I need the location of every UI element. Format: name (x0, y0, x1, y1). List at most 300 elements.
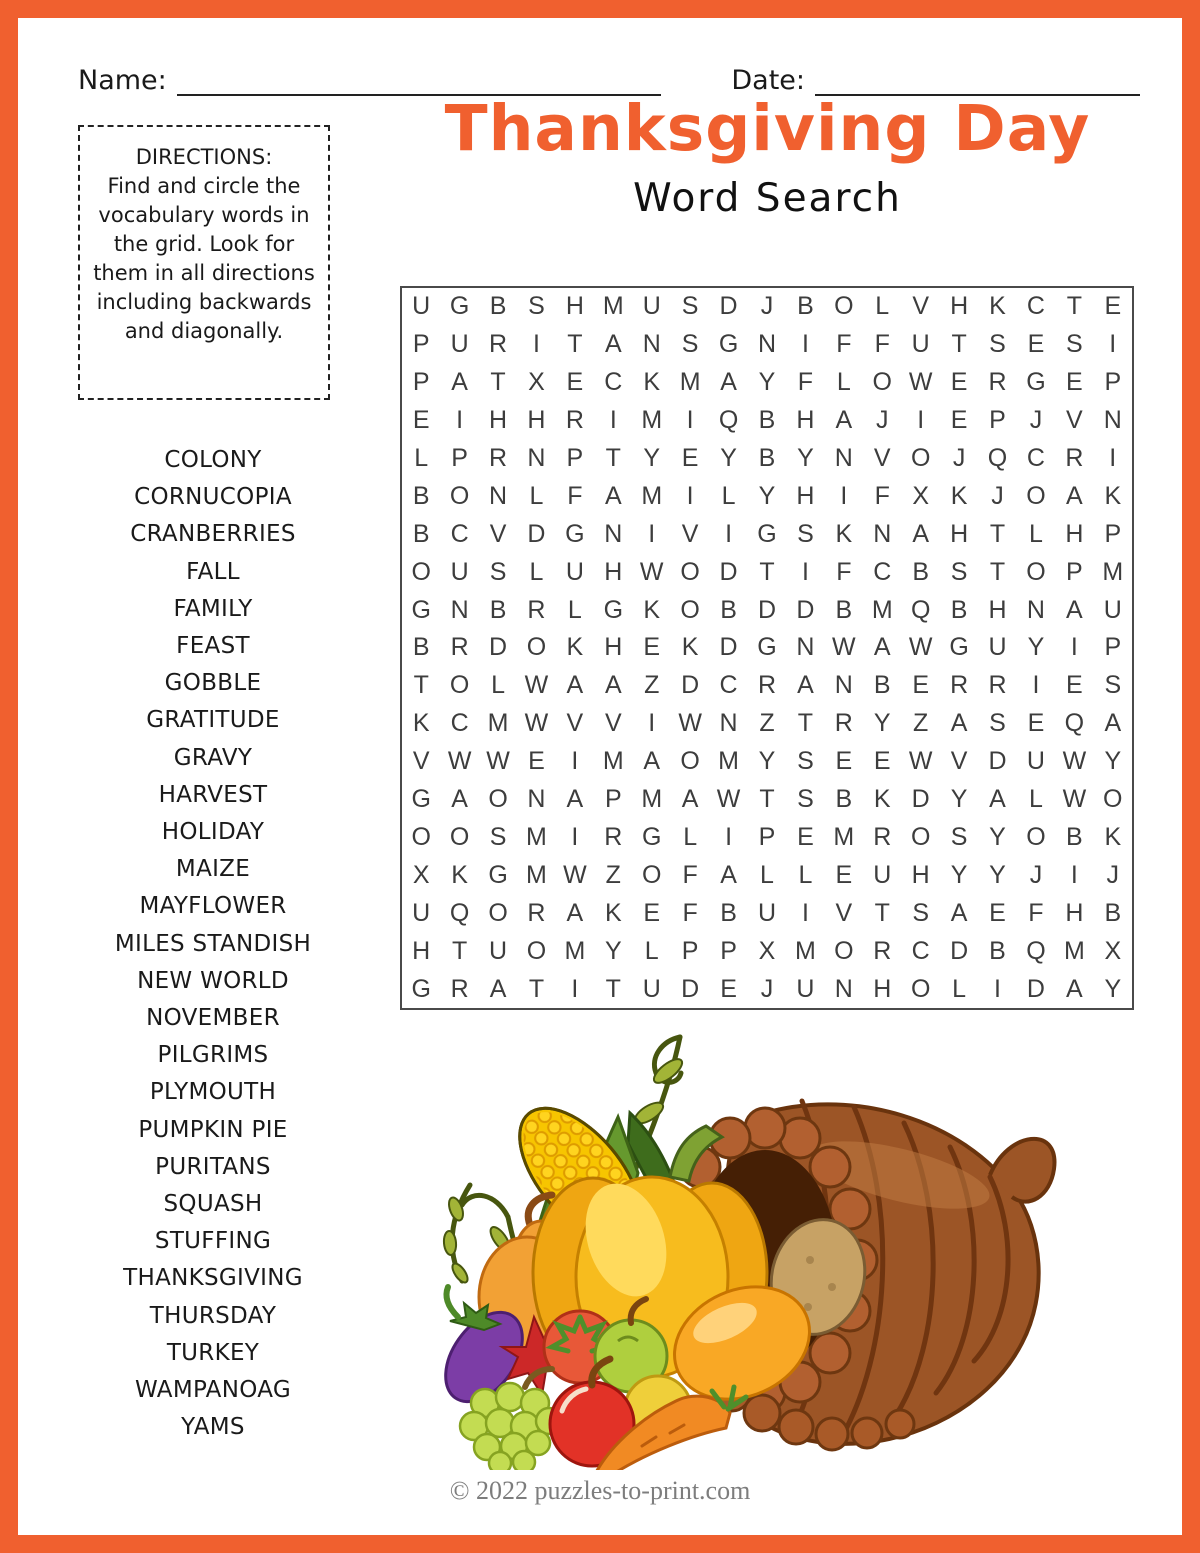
grid-cell-5-8[interactable]: E (681, 444, 699, 473)
grid-cell-6-9[interactable]: L (721, 481, 736, 510)
grid-cell-15-4[interactable]: M (526, 822, 547, 851)
grid-cell-11-2[interactable]: O (449, 671, 470, 700)
grid-cell-7-13[interactable]: N (873, 519, 892, 548)
grid-cell-1-14[interactable]: V (912, 292, 930, 321)
grid-cell-9-13[interactable]: M (871, 595, 893, 624)
grid-cell-14-9[interactable]: W (716, 785, 741, 814)
grid-cell-8-17[interactable]: O (1026, 557, 1046, 586)
grid-cell-17-5[interactable]: A (566, 898, 584, 927)
grid-cell-3-17[interactable]: G (1026, 368, 1046, 397)
grid-cell-7-16[interactable]: T (989, 519, 1006, 548)
grid-cell-10-17[interactable]: Y (1027, 633, 1045, 662)
grid-cell-16-7[interactable]: O (642, 860, 662, 889)
grid-cell-9-4[interactable]: R (527, 595, 546, 624)
grid-cell-12-16[interactable]: S (989, 709, 1006, 738)
grid-cell-2-12[interactable]: F (836, 330, 852, 359)
grid-cell-2-9[interactable]: G (718, 330, 739, 359)
grid-cell-16-6[interactable]: Z (605, 860, 621, 889)
grid-cell-6-6[interactable]: A (604, 481, 622, 510)
grid-cell-10-14[interactable]: W (908, 633, 933, 662)
grid-cell-8-1[interactable]: O (411, 557, 431, 586)
grid-cell-3-8[interactable]: M (679, 368, 701, 397)
grid-cell-4-13[interactable]: J (876, 406, 889, 435)
grid-cell-6-5[interactable]: F (567, 481, 583, 510)
grid-cell-5-4[interactable]: N (527, 444, 546, 473)
grid-cell-5-7[interactable]: Y (643, 444, 661, 473)
grid-cell-13-18[interactable]: W (1062, 747, 1087, 776)
grid-cell-1-9[interactable]: D (719, 292, 738, 321)
grid-cell-10-4[interactable]: O (526, 633, 547, 662)
grid-cell-1-17[interactable]: C (1026, 292, 1045, 321)
grid-cell-2-6[interactable]: A (604, 330, 622, 359)
grid-cell-10-8[interactable]: K (681, 633, 699, 662)
grid-cell-5-17[interactable]: C (1026, 444, 1045, 473)
grid-cell-10-19[interactable]: P (1104, 633, 1122, 662)
grid-cell-18-2[interactable]: T (451, 936, 468, 965)
grid-cell-6-11[interactable]: H (796, 481, 815, 510)
grid-cell-1-10[interactable]: J (760, 292, 774, 321)
grid-cell-18-17[interactable]: Q (1026, 936, 1046, 965)
grid-cell-13-6[interactable]: M (602, 747, 624, 776)
grid-cell-10-12[interactable]: W (832, 633, 856, 662)
grid-cell-17-8[interactable]: F (682, 898, 698, 927)
grid-cell-13-11[interactable]: S (797, 747, 814, 776)
grid-cell-6-12[interactable]: I (840, 481, 848, 510)
grid-cell-13-5[interactable]: I (571, 747, 579, 776)
grid-cell-13-2[interactable]: W (447, 747, 472, 776)
grid-cell-17-18[interactable]: H (1065, 898, 1084, 927)
grid-cell-7-10[interactable]: G (757, 519, 777, 548)
grid-cell-7-2[interactable]: C (450, 519, 469, 548)
grid-cell-12-19[interactable]: A (1104, 709, 1122, 738)
grid-cell-6-17[interactable]: O (1026, 481, 1046, 510)
grid-cell-4-10[interactable]: B (758, 406, 776, 435)
grid-cell-12-4[interactable]: W (524, 709, 549, 738)
grid-cell-6-10[interactable]: Y (758, 481, 776, 510)
grid-cell-13-13[interactable]: E (873, 747, 891, 776)
grid-cell-16-1[interactable]: X (412, 860, 430, 889)
grid-cell-7-14[interactable]: A (912, 519, 930, 548)
grid-cell-10-16[interactable]: U (988, 633, 1007, 662)
grid-cell-17-13[interactable]: T (874, 898, 890, 927)
grid-cell-15-14[interactable]: O (910, 822, 931, 851)
grid-cell-8-7[interactable]: W (639, 557, 664, 586)
grid-cell-9-1[interactable]: G (411, 595, 431, 624)
grid-cell-15-7[interactable]: G (642, 822, 662, 851)
grid-cell-9-18[interactable]: A (1066, 595, 1083, 624)
grid-cell-18-5[interactable]: M (564, 936, 586, 965)
grid-cell-3-18[interactable]: E (1066, 368, 1083, 397)
grid-cell-2-13[interactable]: F (874, 330, 890, 359)
grid-cell-11-19[interactable]: S (1104, 671, 1122, 700)
grid-cell-5-11[interactable]: Y (797, 444, 814, 473)
grid-cell-2-2[interactable]: U (450, 330, 469, 359)
grid-cell-13-19[interactable]: Y (1104, 747, 1122, 776)
grid-cell-4-19[interactable]: N (1103, 406, 1122, 435)
grid-cell-19-4[interactable]: T (528, 974, 545, 1003)
grid-cell-10-7[interactable]: E (643, 633, 661, 662)
grid-cell-16-11[interactable]: L (798, 860, 813, 889)
grid-cell-12-6[interactable]: V (604, 709, 622, 738)
grid-cell-16-4[interactable]: M (526, 860, 547, 889)
grid-cell-17-2[interactable]: Q (449, 898, 470, 927)
grid-cell-9-12[interactable]: B (835, 595, 853, 624)
grid-cell-14-17[interactable]: L (1028, 785, 1043, 814)
grid-cell-4-16[interactable]: P (989, 406, 1006, 435)
grid-cell-3-6[interactable]: C (604, 368, 623, 397)
grid-cell-1-3[interactable]: B (489, 292, 507, 321)
grid-cell-15-13[interactable]: R (873, 822, 892, 851)
grid-cell-19-9[interactable]: E (720, 974, 737, 1003)
grid-cell-9-17[interactable]: N (1026, 595, 1045, 624)
grid-cell-2-14[interactable]: U (911, 330, 930, 359)
grid-cell-18-11[interactable]: M (795, 936, 816, 965)
grid-cell-15-15[interactable]: S (950, 822, 968, 851)
grid-cell-19-11[interactable]: U (796, 974, 815, 1003)
grid-cell-9-14[interactable]: Q (910, 595, 931, 624)
grid-cell-3-19[interactable]: P (1104, 368, 1122, 397)
grid-cell-1-18[interactable]: T (1066, 292, 1082, 321)
grid-cell-10-11[interactable]: N (796, 633, 815, 662)
grid-cell-7-18[interactable]: H (1065, 519, 1084, 548)
grid-cell-10-10[interactable]: G (757, 633, 777, 662)
grid-cell-14-16[interactable]: A (989, 785, 1006, 814)
grid-cell-15-17[interactable]: O (1026, 822, 1046, 851)
grid-cell-14-18[interactable]: W (1062, 785, 1087, 814)
grid-cell-19-15[interactable]: L (952, 974, 967, 1003)
grid-cell-10-1[interactable]: B (412, 633, 430, 662)
grid-cell-19-1[interactable]: G (411, 974, 431, 1003)
grid-cell-3-7[interactable]: K (643, 368, 661, 397)
grid-cell-11-10[interactable]: R (757, 671, 777, 700)
grid-cell-3-12[interactable]: L (836, 368, 851, 397)
grid-cell-17-10[interactable]: U (757, 898, 777, 927)
grid-cell-8-14[interactable]: B (912, 557, 930, 586)
grid-cell-12-17[interactable]: E (1027, 709, 1045, 738)
grid-cell-3-14[interactable]: W (908, 368, 933, 397)
grid-cell-3-13[interactable]: O (872, 368, 892, 397)
grid-cell-18-4[interactable]: O (526, 936, 547, 965)
grid-cell-2-5[interactable]: T (567, 330, 583, 359)
grid-cell-14-12[interactable]: B (835, 785, 853, 814)
grid-cell-9-6[interactable]: G (603, 595, 624, 624)
grid-cell-16-14[interactable]: H (911, 860, 930, 889)
grid-cell-12-5[interactable]: V (566, 709, 584, 738)
grid-cell-19-18[interactable]: A (1066, 974, 1083, 1003)
grid-cell-4-8[interactable]: I (686, 406, 694, 435)
grid-cell-14-15[interactable]: Y (950, 785, 968, 814)
grid-cell-6-2[interactable]: O (449, 481, 470, 510)
grid-cell-9-10[interactable]: D (757, 595, 777, 624)
grid-cell-7-8[interactable]: V (681, 519, 699, 548)
grid-cell-1-13[interactable]: L (875, 292, 890, 321)
grid-cell-18-6[interactable]: Y (604, 936, 622, 965)
grid-cell-17-17[interactable]: F (1028, 898, 1044, 927)
grid-cell-12-10[interactable]: Z (759, 709, 775, 738)
grid-cell-19-19[interactable]: Y (1104, 974, 1122, 1003)
grid-cell-11-12[interactable]: N (834, 671, 853, 700)
grid-cell-19-12[interactable]: N (834, 974, 853, 1003)
grid-cell-10-3[interactable]: D (489, 633, 508, 662)
grid-cell-17-1[interactable]: U (412, 898, 431, 927)
grid-cell-15-1[interactable]: O (411, 822, 431, 851)
grid-cell-4-4[interactable]: H (527, 406, 546, 435)
grid-cell-14-14[interactable]: D (911, 785, 930, 814)
grid-cell-9-8[interactable]: O (680, 595, 700, 624)
grid-cell-2-17[interactable]: E (1027, 330, 1045, 359)
grid-cell-17-6[interactable]: K (604, 898, 622, 927)
grid-cell-5-1[interactable]: L (414, 444, 429, 473)
grid-cell-4-11[interactable]: H (796, 406, 815, 435)
grid-cell-5-2[interactable]: P (451, 444, 468, 473)
grid-cell-16-13[interactable]: U (873, 860, 892, 889)
grid-cell-16-9[interactable]: A (720, 860, 737, 889)
grid-cell-14-19[interactable]: O (1103, 785, 1123, 814)
grid-cell-9-9[interactable]: B (720, 595, 737, 624)
grid-cell-3-4[interactable]: X (528, 368, 545, 397)
grid-cell-16-17[interactable]: J (1029, 860, 1043, 889)
grid-cell-14-7[interactable]: M (641, 785, 663, 814)
grid-cell-6-4[interactable]: L (529, 481, 544, 510)
grid-cell-15-5[interactable]: I (571, 822, 579, 851)
grid-cell-17-11[interactable]: I (801, 898, 809, 927)
grid-cell-1-16[interactable]: K (989, 292, 1006, 321)
grid-cell-14-6[interactable]: P (604, 785, 622, 814)
grid-cell-1-15[interactable]: H (950, 292, 969, 321)
grid-cell-14-5[interactable]: A (566, 785, 584, 814)
grid-cell-15-18[interactable]: B (1066, 822, 1083, 851)
grid-cell-1-1[interactable]: U (412, 292, 431, 321)
grid-cell-18-3[interactable]: U (489, 936, 508, 965)
grid-cell-7-17[interactable]: L (1028, 519, 1043, 548)
grid-cell-13-15[interactable]: V (950, 747, 968, 776)
name-input-line[interactable] (177, 62, 662, 96)
grid-cell-14-1[interactable]: G (411, 785, 431, 814)
grid-cell-18-8[interactable]: P (681, 936, 699, 965)
grid-cell-16-8[interactable]: F (682, 860, 698, 889)
grid-cell-19-17[interactable]: D (1026, 974, 1045, 1003)
grid-cell-9-11[interactable]: D (796, 595, 815, 624)
grid-cell-9-19[interactable]: U (1103, 595, 1122, 624)
grid-cell-6-14[interactable]: X (912, 481, 930, 510)
grid-cell-7-7[interactable]: I (648, 519, 656, 548)
grid-cell-10-13[interactable]: A (873, 633, 891, 662)
grid-cell-11-15[interactable]: R (950, 671, 969, 700)
grid-cell-11-16[interactable]: R (988, 671, 1007, 700)
grid-cell-9-16[interactable]: H (988, 595, 1007, 624)
grid-cell-12-15[interactable]: A (950, 709, 968, 738)
grid-cell-11-7[interactable]: Z (644, 671, 660, 700)
grid-cell-1-8[interactable]: S (681, 292, 699, 321)
grid-cell-6-13[interactable]: F (874, 481, 890, 510)
grid-cell-19-8[interactable]: D (681, 974, 700, 1003)
grid-cell-11-14[interactable]: E (912, 671, 930, 700)
grid-cell-14-10[interactable]: T (759, 785, 775, 814)
grid-cell-15-11[interactable]: E (797, 822, 814, 851)
grid-cell-18-7[interactable]: L (644, 936, 659, 965)
grid-cell-18-15[interactable]: D (950, 936, 969, 965)
grid-cell-18-13[interactable]: R (873, 936, 892, 965)
grid-cell-4-5[interactable]: R (565, 406, 584, 435)
grid-cell-9-5[interactable]: L (567, 595, 582, 624)
grid-cell-5-18[interactable]: R (1065, 444, 1084, 473)
grid-cell-4-17[interactable]: J (1029, 406, 1043, 435)
grid-cell-2-4[interactable]: I (532, 330, 540, 359)
grid-cell-12-1[interactable]: K (412, 709, 430, 738)
grid-cell-7-11[interactable]: S (797, 519, 814, 548)
grid-cell-8-15[interactable]: S (950, 557, 968, 586)
grid-cell-2-11[interactable]: I (801, 330, 809, 359)
grid-cell-3-5[interactable]: E (566, 368, 584, 397)
grid-cell-14-11[interactable]: S (797, 785, 814, 814)
grid-cell-5-14[interactable]: O (910, 444, 931, 473)
grid-cell-4-7[interactable]: M (641, 406, 663, 435)
grid-cell-11-5[interactable]: A (566, 671, 584, 700)
grid-cell-1-6[interactable]: M (602, 292, 624, 321)
grid-cell-11-11[interactable]: A (797, 671, 814, 700)
grid-cell-4-2[interactable]: I (456, 406, 464, 435)
grid-cell-15-3[interactable]: S (489, 822, 507, 851)
grid-cell-3-10[interactable]: Y (758, 368, 776, 397)
grid-cell-17-3[interactable]: O (488, 898, 508, 927)
grid-cell-19-10[interactable]: J (760, 974, 774, 1003)
grid-cell-10-5[interactable]: K (566, 633, 584, 662)
grid-cell-4-1[interactable]: E (412, 406, 430, 435)
grid-cell-13-14[interactable]: W (908, 747, 933, 776)
grid-cell-14-13[interactable]: K (873, 785, 891, 814)
grid-cell-2-7[interactable]: N (642, 330, 661, 359)
grid-cell-1-19[interactable]: E (1104, 292, 1122, 321)
grid-cell-18-14[interactable]: C (911, 936, 930, 965)
grid-cell-12-18[interactable]: Q (1064, 709, 1085, 738)
grid-cell-8-11[interactable]: I (801, 557, 809, 586)
grid-cell-18-16[interactable]: B (989, 936, 1006, 965)
grid-cell-6-15[interactable]: K (950, 481, 968, 510)
grid-cell-17-9[interactable]: B (720, 898, 737, 927)
grid-cell-1-5[interactable]: H (565, 292, 584, 321)
grid-cell-15-16[interactable]: Y (989, 822, 1006, 851)
grid-cell-5-9[interactable]: Y (720, 444, 737, 473)
grid-cell-17-12[interactable]: V (835, 898, 853, 927)
grid-cell-16-3[interactable]: G (488, 860, 508, 889)
grid-cell-3-11[interactable]: F (797, 368, 814, 397)
grid-cell-3-1[interactable]: P (412, 368, 430, 397)
grid-cell-2-1[interactable]: P (412, 330, 430, 359)
grid-cell-11-4[interactable]: W (524, 671, 549, 700)
grid-cell-8-3[interactable]: S (489, 557, 507, 586)
grid-cell-6-1[interactable]: B (412, 481, 430, 510)
grid-cell-5-3[interactable]: R (489, 444, 508, 473)
grid-cell-11-18[interactable]: E (1066, 671, 1083, 700)
grid-cell-16-15[interactable]: Y (950, 860, 968, 889)
grid-cell-8-6[interactable]: H (604, 557, 623, 586)
grid-cell-1-2[interactable]: G (449, 292, 470, 321)
grid-cell-1-11[interactable]: B (797, 292, 814, 321)
grid-cell-13-9[interactable]: M (718, 747, 739, 776)
grid-cell-2-19[interactable]: I (1109, 330, 1117, 359)
grid-cell-4-9[interactable]: Q (718, 406, 739, 435)
grid-cell-3-9[interactable]: A (720, 368, 737, 397)
grid-cell-18-10[interactable]: X (758, 936, 776, 965)
grid-cell-13-12[interactable]: E (835, 747, 853, 776)
grid-cell-5-10[interactable]: B (758, 444, 776, 473)
grid-cell-17-15[interactable]: A (950, 898, 968, 927)
grid-cell-16-10[interactable]: L (760, 860, 774, 889)
date-input-line[interactable] (815, 62, 1140, 96)
grid-cell-3-3[interactable]: T (490, 368, 506, 397)
grid-cell-12-8[interactable]: W (678, 709, 702, 738)
grid-cell-12-11[interactable]: T (797, 709, 814, 738)
grid-cell-10-6[interactable]: H (604, 633, 623, 662)
grid-cell-17-14[interactable]: S (912, 898, 930, 927)
grid-cell-13-1[interactable]: V (412, 747, 430, 776)
grid-cell-12-3[interactable]: M (487, 709, 509, 738)
grid-cell-12-9[interactable]: N (719, 709, 738, 738)
grid-cell-12-13[interactable]: Y (873, 709, 891, 738)
grid-cell-12-14[interactable]: Z (913, 709, 929, 738)
grid-cell-12-12[interactable]: R (834, 709, 853, 738)
grid-cell-6-3[interactable]: N (489, 481, 508, 510)
grid-cell-19-14[interactable]: O (910, 974, 931, 1003)
grid-cell-15-12[interactable]: M (833, 822, 855, 851)
grid-cell-7-3[interactable]: V (489, 519, 507, 548)
grid-cell-5-13[interactable]: V (873, 444, 891, 473)
grid-cell-14-4[interactable]: N (527, 785, 546, 814)
grid-cell-8-2[interactable]: U (450, 557, 469, 586)
grid-cell-2-10[interactable]: N (757, 330, 777, 359)
grid-cell-8-18[interactable]: P (1066, 557, 1083, 586)
grid-cell-4-6[interactable]: I (609, 406, 617, 435)
grid-cell-11-1[interactable]: T (413, 671, 429, 700)
grid-cell-19-16[interactable]: I (994, 974, 1001, 1003)
grid-cell-6-19[interactable]: K (1104, 481, 1122, 510)
grid-cell-6-8[interactable]: I (686, 481, 694, 510)
grid-cell-13-17[interactable]: U (1026, 747, 1045, 776)
grid-cell-2-15[interactable]: T (951, 330, 967, 359)
grid-cell-2-8[interactable]: S (681, 330, 699, 359)
grid-cell-7-6[interactable]: N (604, 519, 623, 548)
grid-cell-10-9[interactable]: D (719, 633, 738, 662)
grid-cell-8-10[interactable]: T (759, 557, 775, 586)
grid-cell-6-16[interactable]: J (991, 481, 1004, 510)
grid-cell-6-7[interactable]: M (641, 481, 663, 510)
grid-cell-9-3[interactable]: B (489, 595, 507, 624)
grid-cell-9-2[interactable]: N (450, 595, 469, 624)
grid-cell-9-15[interactable]: B (950, 595, 968, 624)
grid-cell-16-18[interactable]: I (1070, 860, 1078, 889)
grid-cell-19-7[interactable]: U (642, 974, 661, 1003)
grid-cell-15-9[interactable]: I (725, 822, 733, 851)
grid-cell-7-5[interactable]: G (565, 519, 585, 548)
grid-cell-16-12[interactable]: E (835, 860, 853, 889)
grid-cell-17-7[interactable]: E (643, 898, 661, 927)
grid-cell-8-12[interactable]: F (836, 557, 852, 586)
grid-cell-18-19[interactable]: X (1104, 936, 1122, 965)
grid-cell-3-15[interactable]: E (950, 368, 968, 397)
grid-cell-1-12[interactable]: O (834, 292, 854, 321)
grid-cell-15-8[interactable]: L (683, 822, 698, 851)
grid-cell-16-19[interactable]: J (1106, 860, 1120, 889)
grid-cell-4-15[interactable]: E (950, 406, 968, 435)
grid-cell-19-13[interactable]: H (873, 974, 892, 1003)
grid-cell-5-12[interactable]: N (834, 444, 853, 473)
grid-cell-5-6[interactable]: T (605, 444, 621, 473)
grid-cell-3-2[interactable]: A (451, 368, 468, 397)
grid-cell-8-4[interactable]: L (529, 557, 544, 586)
grid-cell-12-7[interactable]: I (648, 709, 656, 738)
grid-cell-15-6[interactable]: R (604, 822, 623, 851)
grid-cell-15-2[interactable]: O (449, 822, 470, 851)
